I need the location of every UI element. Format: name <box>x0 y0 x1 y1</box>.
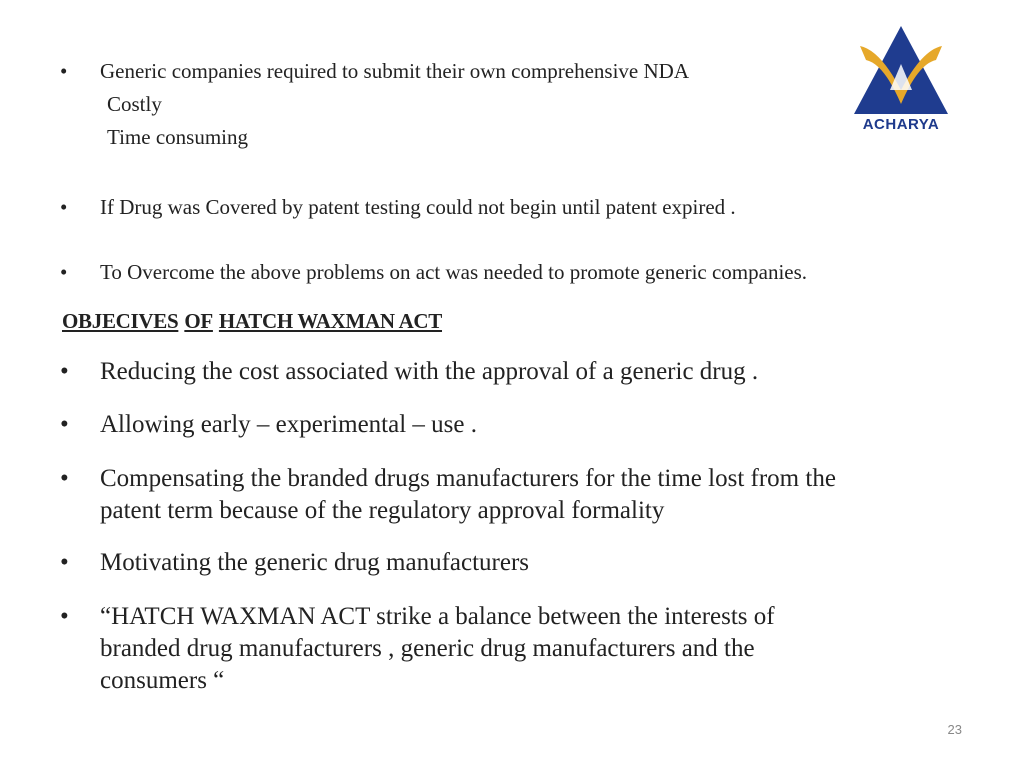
sub-item: Time consuming <box>107 125 248 149</box>
objective-item <box>60 463 836 527</box>
objective-text <box>100 463 836 527</box>
bullet-text: If Drug was Covered by patent testing could not begin until patent expired . <box>100 195 736 219</box>
objective-text <box>100 601 775 697</box>
bullet-dot: • <box>60 260 68 284</box>
objective-item <box>60 409 477 441</box>
objective-line: patent term because of the regulatory approval formality <box>100 497 665 524</box>
objective-text: Allowing early – experimental – use . <box>100 411 477 438</box>
objective-item <box>60 356 758 388</box>
logo-text: ACHARYA <box>862 116 940 133</box>
bullet-dot: • <box>60 358 69 385</box>
bullet-text: Generic companies required to submit their own comprehensive NDA <box>100 59 689 83</box>
bullet-dot: • <box>60 603 69 630</box>
objective-line: consumers “ <box>100 667 225 694</box>
bullet-item <box>60 55 689 87</box>
objective-line: Compensating the branded drugs manufacturers for the time lost from the <box>100 465 836 492</box>
bullet-dot: • <box>60 411 69 438</box>
objective-text: Reducing the cost associated with the approval of a generic drug . <box>100 358 759 385</box>
objective-line: “HATCH WAXMAN ACT strike a balance between the interests of <box>100 603 775 630</box>
page-number: 23 <box>947 722 962 737</box>
bullet-dot: • <box>60 59 68 83</box>
objective-item <box>60 547 529 579</box>
bullet-dot: • <box>60 195 68 219</box>
bullet-item <box>60 191 736 223</box>
section-heading <box>62 305 448 337</box>
bullet-dot: • <box>60 465 69 492</box>
logo-emblem-icon <box>846 20 956 116</box>
acharya-logo <box>846 20 956 140</box>
bullet-item <box>60 256 807 288</box>
bullet-text: To Overcome the above problems on act was needed to promote generic companies. <box>100 260 808 284</box>
objective-line: branded drug manufacturers , generic drug manufacturers and the <box>100 635 755 662</box>
sub-item: Costly <box>107 92 162 116</box>
bullet-dot: • <box>60 549 69 576</box>
objective-item <box>60 601 775 697</box>
heading-word: OF <box>184 309 213 333</box>
heading-word: OBJECIVES <box>62 309 179 333</box>
heading-word: HATCH WAXMAN ACT <box>218 309 443 333</box>
objective-text: Motivating the generic drug manufacturers <box>100 549 530 576</box>
